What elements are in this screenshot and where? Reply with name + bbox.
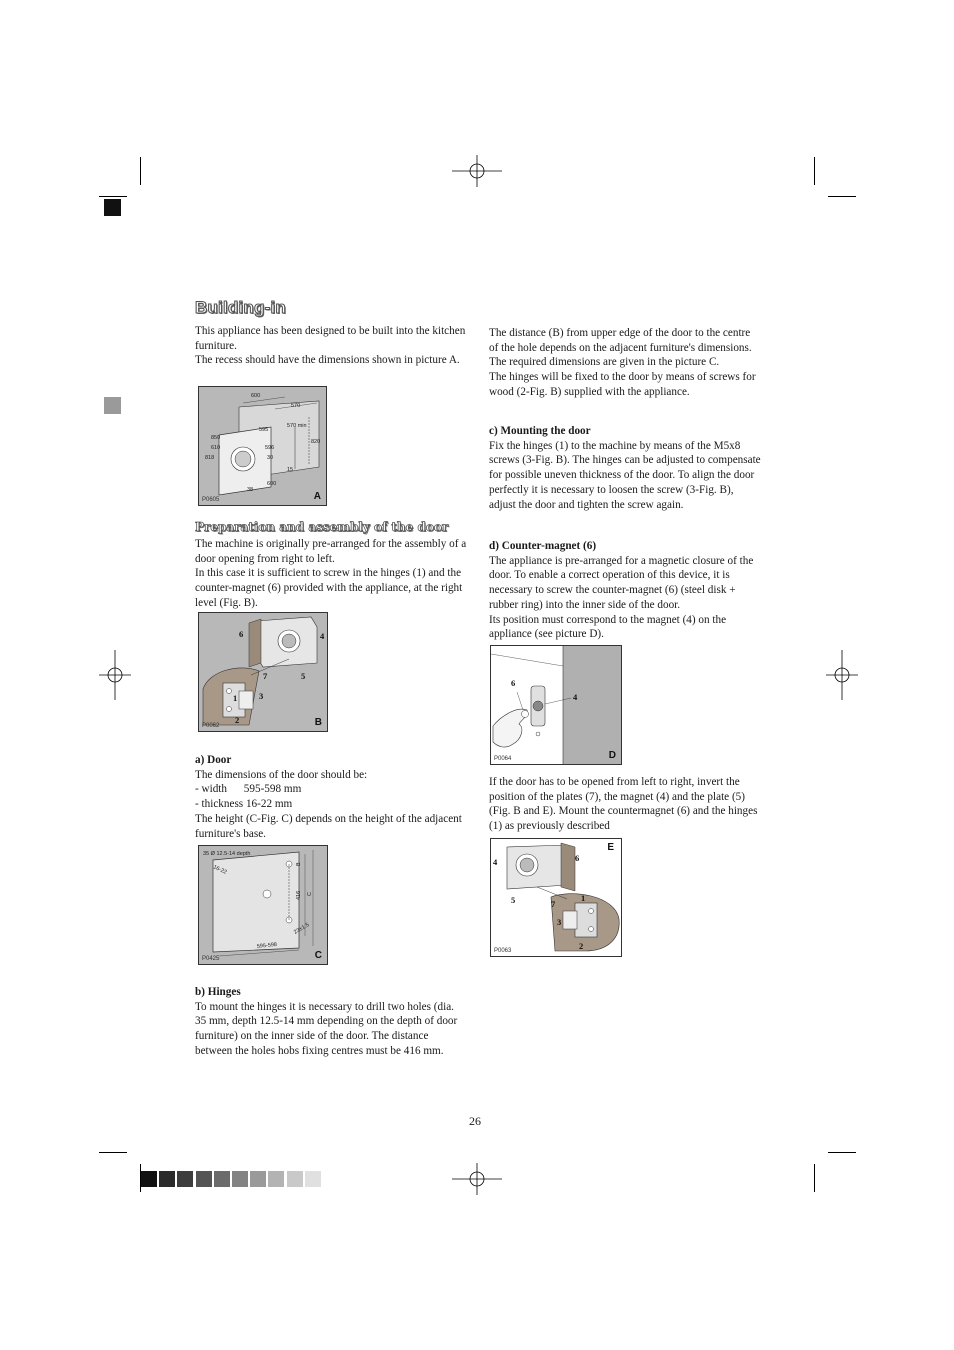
prep-paragraph: The machine is originally pre-arranged for the assembly of a door opening from right to left. xyxy=(195,538,467,565)
part-number: 2 xyxy=(235,715,240,725)
door-line: The dimensions of the door should be: xyxy=(195,768,368,781)
figure-code: P0605 xyxy=(202,497,220,503)
dim-label: 23±1.5 xyxy=(293,922,311,936)
color-swatch xyxy=(250,1171,266,1187)
part-number: 6 xyxy=(239,629,244,639)
counter-magnet-section xyxy=(489,539,761,642)
color-swatch xyxy=(214,1171,230,1187)
hinge-assembly-diagram xyxy=(199,613,327,731)
dim-label: 16-22 xyxy=(212,864,228,876)
counter-magnet-diagram xyxy=(491,646,621,764)
registration-mark xyxy=(99,650,131,700)
dim-label: B xyxy=(296,862,302,866)
black-corner-block xyxy=(104,199,121,216)
door-line: - width 595-598 mm xyxy=(195,783,302,796)
color-swatch xyxy=(305,1171,321,1187)
gray-section-tab xyxy=(104,397,121,414)
figure-d xyxy=(490,645,622,765)
page-number: 26 xyxy=(469,1114,481,1128)
door-line: - thickness 16-22 mm xyxy=(195,798,293,811)
figure-code: P0063 xyxy=(494,948,512,954)
dim-label: 570 min xyxy=(287,423,307,429)
registration-mark xyxy=(452,155,502,187)
dim-label: 595-598 xyxy=(256,941,278,950)
mounting-heading: c) Mounting the door xyxy=(489,425,591,437)
dim-label: C xyxy=(307,892,313,896)
reversed-hinge-diagram xyxy=(491,839,621,956)
crop-mark xyxy=(140,157,141,185)
color-swatch xyxy=(141,1171,157,1187)
part-number: 4 xyxy=(573,692,578,702)
color-swatch xyxy=(232,1171,248,1187)
right-intro-paragraph: The required dimensions are given in the picture C. xyxy=(489,356,720,369)
part-number: 3 xyxy=(557,917,562,927)
crop-mark xyxy=(828,1152,856,1153)
page-title: Building-in xyxy=(195,298,286,317)
dim-label: 595 xyxy=(259,427,269,433)
part-number: 3 xyxy=(259,691,264,701)
hinges-heading: b) Hinges xyxy=(195,986,241,998)
recess-diagram xyxy=(199,387,326,505)
mounting-text: Fix the hinges (1) to the machine by means of the M5x8 screws (3-Fig. B). The hinges can be adjusted to compensate for possible uneven thickness of the door. To align the door perfectly it is necessary to loosen the screw (3-Fig. B), adjust the door and tighten the screw again. xyxy=(489,439,761,511)
invert-text: If the door has to be opened from left to right, invert the position of the plates (7), the magnet (4) and the plate (5) (Fig. B and E). Mount the countermagnet (6) and the hinges (1) as previously described xyxy=(489,776,758,833)
dim-label: 600 xyxy=(267,481,277,487)
part-number: 7 xyxy=(263,671,268,681)
counter-magnet-text: Its position must correspond to the magnet (4) on the appliance (see picture D). xyxy=(489,613,727,641)
door-section xyxy=(195,753,467,841)
dim-label: 38 xyxy=(247,487,254,493)
registration-mark xyxy=(452,1163,502,1195)
part-number: 2 xyxy=(579,941,584,951)
dim-label: 15 xyxy=(287,467,294,473)
dim-label: 596 xyxy=(265,445,275,451)
figure-letter: D xyxy=(608,750,616,761)
door-heading: a) Door xyxy=(195,754,232,766)
dim-label: 850 xyxy=(211,435,221,441)
intro-paragraph: This appliance has been designed to be built into the kitchen furniture. xyxy=(195,325,466,352)
figure-e xyxy=(490,838,622,957)
color-swatch xyxy=(196,1171,212,1187)
color-swatch xyxy=(268,1171,284,1187)
figure-letter: C xyxy=(314,950,322,961)
mounting-section xyxy=(489,424,761,512)
intro-paragraph: The recess should have the dimensions shown in picture A. xyxy=(195,354,460,367)
color-swatch xyxy=(177,1171,193,1187)
figure-code: P0062 xyxy=(202,723,220,729)
figure-letter: B xyxy=(314,717,322,728)
counter-magnet-text: The appliance is pre-arranged for a magnetic closure of the door. To enable a correct operation of this device, it is necessary to screw the counter-magnet (6) (steel disk + rubber ring) into the inner side of the door. xyxy=(489,554,754,611)
figure-code: P0425 xyxy=(202,956,220,962)
part-number: 4 xyxy=(493,857,498,867)
dim-label: 600 xyxy=(251,393,261,399)
crop-mark xyxy=(828,196,856,197)
part-number: 5 xyxy=(301,671,306,681)
dim-label: 30 xyxy=(267,455,274,461)
dim-label: 570 xyxy=(291,403,301,409)
prep-paragraph: In this case it is sufficient to screw in the hinges (1) and the counter-magnet (6) provided with the appliance, at the right level (Fig. B). xyxy=(195,567,463,609)
dim-label: 818 xyxy=(205,455,215,461)
counter-magnet-heading: d) Counter-magnet (6) xyxy=(489,540,597,552)
left-column xyxy=(195,324,467,368)
right-intro xyxy=(489,326,761,400)
hinges-text: To mount the hinges it is necessary to drill two holes (dia. 35 mm, depth 12.5-14 mm depending on the depth of door furniture) on the inner side of the door. The distance between the holes hobs fixing centres must be 416 mm. xyxy=(195,1000,458,1057)
part-number: 1 xyxy=(233,693,238,703)
crop-mark xyxy=(99,1152,127,1153)
part-number: 4 xyxy=(320,631,325,641)
figure-code: P0064 xyxy=(494,756,512,762)
prep-text xyxy=(195,537,467,611)
door-dimensions-diagram xyxy=(199,846,327,964)
right-intro-paragraph: The distance (B) from upper edge of the door to the centre of the hole depends on the adjacent furniture's dimensions. xyxy=(489,327,752,354)
dim-label: 416 xyxy=(296,890,302,900)
part-number: 6 xyxy=(575,853,580,863)
dim-label: 35 Ø 12.5-14 depth xyxy=(203,851,251,857)
color-swatch xyxy=(159,1171,175,1187)
door-line: The height (C-Fig. C) depends on the height of the adjacent furniture's base. xyxy=(195,812,462,840)
crop-mark xyxy=(814,157,815,185)
crop-mark xyxy=(814,1164,815,1192)
hinges-section xyxy=(195,985,467,1059)
dim-label: 820 xyxy=(311,439,321,445)
registration-mark xyxy=(826,650,858,700)
crop-mark xyxy=(99,196,127,197)
invert-section xyxy=(489,775,761,834)
part-number: 7 xyxy=(551,899,556,909)
part-number: 5 xyxy=(511,895,516,905)
figure-c xyxy=(198,845,328,965)
right-intro-paragraph: The hinges will be fixed to the door by means of screws for wood (2-Fig. B) supplied with the appliance. xyxy=(489,371,756,398)
part-number: 6 xyxy=(511,678,516,688)
part-number: 1 xyxy=(581,893,586,903)
figure-a xyxy=(198,386,327,506)
figure-letter: E xyxy=(607,842,614,853)
color-swatch xyxy=(287,1171,303,1187)
figure-b xyxy=(198,612,328,732)
figure-letter: A xyxy=(313,491,321,502)
dim-label: 610 xyxy=(211,445,221,451)
section-heading: Preparation and assembly of the door xyxy=(195,520,449,534)
